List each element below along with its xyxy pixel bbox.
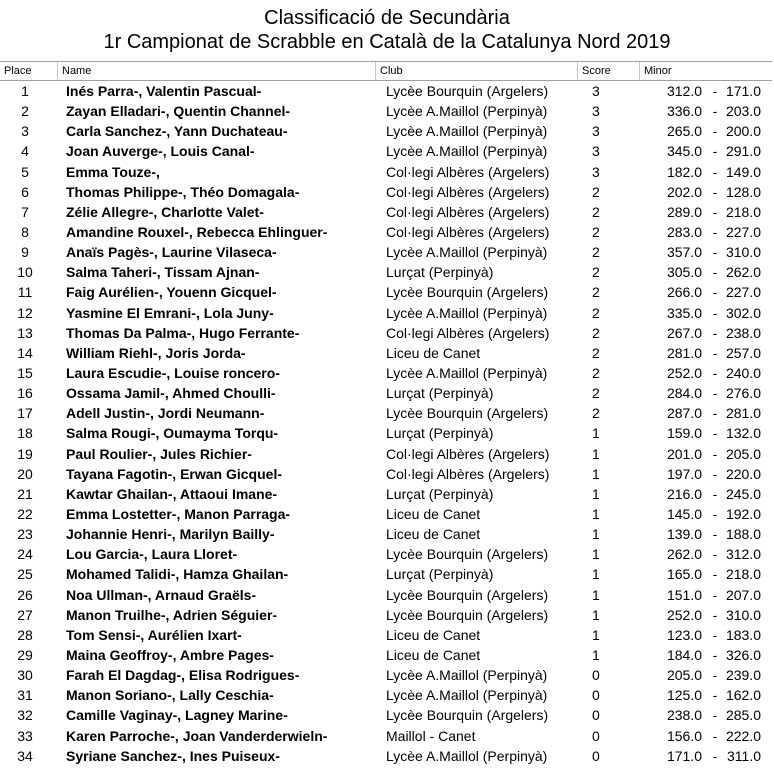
- club-cell: Lycèe A.Maillol (Perpinyà): [386, 103, 548, 120]
- minor-cell: 202.0: [666, 183, 702, 200]
- minor-separator: -: [712, 364, 718, 381]
- score-cell: 2: [592, 344, 600, 361]
- major-cell: 240.0: [725, 364, 761, 381]
- minor-cell: 156.0: [666, 727, 702, 744]
- name-cell: Lou Garcia-, Laura Lloret-: [66, 546, 238, 563]
- minor-separator: -: [712, 183, 718, 200]
- table-row[interactable]: [0, 645, 774, 665]
- minor-separator: -: [712, 103, 718, 120]
- name-cell: Amandine Rouxel-, Rebecca Ehlinguer-: [66, 223, 328, 240]
- score-cell: 0: [592, 747, 600, 764]
- place-cell: 3: [21, 123, 29, 140]
- table-row[interactable]: [0, 141, 774, 161]
- major-cell: 188.0: [725, 526, 761, 543]
- minor-separator: -: [712, 143, 718, 160]
- club-cell: Lycèe A.Maillol (Perpinyà): [386, 687, 548, 704]
- place-cell: 26: [17, 586, 33, 603]
- place-cell: 5: [21, 163, 29, 180]
- minor-separator: -: [712, 244, 718, 261]
- name-cell: Karen Parroche-, Joan Vanderderwieln-: [66, 727, 328, 744]
- name-cell: Camille Vaginay-, Lagney Marine-: [66, 707, 288, 724]
- club-cell: Maillol - Canet: [386, 727, 476, 744]
- minor-cell: 281.0: [666, 344, 702, 361]
- name-cell: Manon Soriano-, Lally Ceschia-: [66, 687, 274, 704]
- place-cell: 9: [21, 244, 29, 261]
- minor-separator: -: [712, 505, 718, 522]
- name-cell: Maina Geoffroy-, Ambre Pages-: [66, 646, 274, 663]
- club-cell: Col·legi Albères (Argelers): [386, 445, 550, 462]
- club-cell: Lycèe Bourquin (Argelers): [386, 707, 549, 724]
- minor-cell: 357.0: [666, 244, 702, 261]
- score-cell: 2: [592, 284, 600, 301]
- name-cell: Salma Rougi-, Oumayma Torqu-: [66, 425, 279, 442]
- name-cell: Emma Lostetter-, Manon Parraga-: [66, 505, 291, 522]
- score-cell: 3: [592, 143, 600, 160]
- place-cell: 15: [17, 364, 33, 381]
- results-table: [0, 81, 774, 766]
- table-row[interactable]: [0, 705, 774, 725]
- name-cell: Ossama Jamil-, Ahmed Choulli-: [66, 385, 276, 402]
- club-cell: Lycèe A.Maillol (Perpinyà): [386, 143, 548, 160]
- score-cell: 0: [592, 707, 600, 724]
- score-cell: 1: [592, 485, 600, 502]
- table-row[interactable]: [0, 282, 774, 302]
- table-row[interactable]: [0, 605, 774, 625]
- minor-separator: -: [712, 606, 718, 623]
- club-cell: Lurçat (Perpinyà): [386, 485, 494, 502]
- minor-separator: -: [712, 304, 718, 321]
- club-cell: Lycèe A.Maillol (Perpinyà): [386, 747, 548, 764]
- table-row[interactable]: [0, 303, 774, 323]
- place-cell: 31: [17, 687, 33, 704]
- club-cell: Liceu de Canet: [386, 505, 481, 522]
- minor-cell: 139.0: [666, 526, 702, 543]
- name-cell: Adell Justin-, Jordi Neumann-: [66, 405, 265, 422]
- table-row[interactable]: [0, 363, 774, 383]
- name-cell: Manon Truilhe-, Adrien Séguier-: [66, 606, 278, 623]
- score-cell: 1: [592, 566, 600, 583]
- name-cell: Anaïs Pagès-, Laurine Vilaseca-: [66, 244, 277, 261]
- column-header-name[interactable]: Name: [58, 62, 376, 80]
- major-cell: 238.0: [725, 324, 761, 341]
- place-cell: 11: [17, 284, 33, 301]
- major-cell: 220.0: [725, 465, 761, 482]
- name-cell: Faig Aurélien-, Youenn Gicquel-: [66, 284, 277, 301]
- column-header-place[interactable]: Place: [0, 62, 58, 80]
- minor-cell: 305.0: [666, 264, 702, 281]
- place-cell: 6: [21, 183, 29, 200]
- major-cell: 310.0: [725, 606, 761, 623]
- minor-cell: 201.0: [666, 445, 702, 462]
- club-cell: Liceu de Canet: [386, 526, 481, 543]
- minor-cell: 145.0: [666, 505, 702, 522]
- place-cell: 14: [17, 344, 33, 361]
- place-cell: 13: [17, 324, 33, 341]
- table-row[interactable]: [0, 202, 774, 222]
- table-row[interactable]: [0, 162, 774, 182]
- name-cell: Tom Sensi-, Aurélien Ixart-: [66, 626, 242, 643]
- minor-separator: -: [712, 646, 718, 663]
- minor-separator: -: [712, 667, 718, 684]
- name-cell: Thomas Philippe-, Théo Domagala-: [66, 183, 300, 200]
- score-cell: 2: [592, 244, 600, 261]
- minor-separator: -: [712, 264, 718, 281]
- major-cell: 227.0: [725, 284, 761, 301]
- table-row[interactable]: [0, 323, 774, 343]
- minor-separator: -: [712, 566, 718, 583]
- major-cell: 312.0: [725, 546, 761, 563]
- minor-separator: -: [712, 747, 718, 764]
- column-header-score[interactable]: Score: [578, 62, 640, 80]
- minor-cell: 252.0: [666, 606, 702, 623]
- name-cell: Joan Auverge-, Louis Canal-: [66, 143, 255, 160]
- minor-cell: 182.0: [666, 163, 702, 180]
- major-cell: 203.0: [725, 103, 761, 120]
- club-cell: Lurçat (Perpinyà): [386, 566, 494, 583]
- minor-cell: 165.0: [666, 566, 702, 583]
- table-row[interactable]: [0, 383, 774, 403]
- minor-cell: 205.0: [666, 667, 702, 684]
- table-row[interactable]: [0, 484, 774, 504]
- place-cell: 25: [17, 566, 33, 583]
- major-cell: 149.0: [725, 163, 761, 180]
- score-cell: 2: [592, 223, 600, 240]
- club-cell: Lycèe A.Maillol (Perpinyà): [386, 667, 548, 684]
- major-cell: 257.0: [725, 344, 761, 361]
- club-cell: Liceu de Canet: [386, 646, 481, 663]
- club-cell: Col·legi Albères (Argelers): [386, 203, 550, 220]
- name-cell: Kawtar Ghailan-, Attaoui Imane-: [66, 485, 278, 502]
- score-cell: 2: [592, 304, 600, 321]
- minor-cell: 336.0: [666, 103, 702, 120]
- major-cell: 326.0: [725, 646, 761, 663]
- major-cell: 239.0: [725, 667, 761, 684]
- major-cell: 183.0: [725, 626, 761, 643]
- place-cell: 4: [21, 143, 29, 160]
- place-cell: 7: [21, 203, 29, 220]
- club-cell: Liceu de Canet: [386, 626, 481, 643]
- major-cell: 192.0: [725, 505, 761, 522]
- major-cell: 276.0: [725, 385, 761, 402]
- score-cell: 3: [592, 103, 600, 120]
- minor-separator: -: [712, 83, 718, 99]
- major-cell: 222.0: [725, 727, 761, 744]
- score-cell: 2: [592, 264, 600, 281]
- minor-cell: 287.0: [666, 405, 702, 422]
- table-row[interactable]: [0, 685, 774, 705]
- name-cell: Noa Ullman-, Arnaud Graëls-: [66, 586, 257, 603]
- table-row[interactable]: [0, 464, 774, 484]
- place-cell: 16: [17, 385, 33, 402]
- minor-separator: -: [712, 385, 718, 402]
- place-cell: 22: [17, 505, 33, 522]
- name-cell: Emma Touze-,: [66, 163, 160, 180]
- club-cell: Lurçat (Perpinyà): [386, 425, 494, 442]
- club-cell: Col·legi Albères (Argelers): [386, 223, 550, 240]
- minor-separator: -: [712, 546, 718, 563]
- major-cell: 262.0: [725, 264, 761, 281]
- minor-separator: -: [712, 324, 718, 341]
- minor-cell: 312.0: [666, 83, 702, 99]
- column-header-minor[interactable]: Minor: [644, 65, 672, 77]
- score-cell: 1: [592, 646, 600, 663]
- table-row[interactable]: [0, 504, 774, 524]
- name-cell: Zélie Allegre-, Charlotte Valet-: [66, 203, 264, 220]
- table-header: [0, 61, 772, 81]
- minor-separator: -: [712, 526, 718, 543]
- name-cell: Salma Taheri-, Tissam Ajnan-: [66, 264, 260, 281]
- name-cell: Thomas Da Palma-, Hugo Ferrante-: [66, 324, 300, 341]
- table-row[interactable]: [0, 625, 774, 645]
- score-cell: 1: [592, 465, 600, 482]
- minor-cell: 252.0: [666, 364, 702, 381]
- score-cell: 1: [592, 586, 600, 603]
- table-row[interactable]: [0, 585, 774, 605]
- minor-separator: -: [712, 344, 718, 361]
- minor-cell: 151.0: [666, 586, 702, 603]
- score-cell: 2: [592, 405, 600, 422]
- major-cell: 171.0: [725, 83, 761, 99]
- name-cell: Farah El Dagdag-, Elisa Rodrigues-: [66, 667, 300, 684]
- place-cell: 30: [17, 667, 33, 684]
- table-row[interactable]: [0, 746, 774, 766]
- club-cell: Lurçat (Perpinyà): [386, 385, 494, 402]
- major-cell: 162.0: [725, 687, 761, 704]
- club-cell: Lycèe Bourquin (Argelers): [386, 284, 549, 301]
- minor-cell: 125.0: [666, 687, 702, 704]
- place-cell: 19: [17, 445, 33, 462]
- table-row[interactable]: [0, 262, 774, 282]
- name-cell: Carla Sanchez-, Yann Duchateau-: [66, 123, 288, 140]
- minor-separator: -: [712, 405, 718, 422]
- minor-separator: -: [712, 586, 718, 603]
- place-cell: 34: [17, 747, 33, 764]
- club-cell: Lurçat (Perpinyà): [386, 264, 494, 281]
- name-cell: Tayana Fagotin-, Erwan Gicquel-: [66, 465, 282, 482]
- club-cell: Col·legi Albères (Argelers): [386, 324, 550, 341]
- place-cell: 18: [17, 425, 33, 442]
- score-cell: 3: [592, 83, 600, 99]
- place-cell: 17: [17, 405, 33, 422]
- place-cell: 12: [17, 304, 33, 321]
- name-cell: Laura Escudie-, Louise roncero-: [66, 364, 280, 381]
- table-row[interactable]: [0, 343, 774, 363]
- major-cell: 200.0: [725, 123, 761, 140]
- table-row[interactable]: [0, 524, 774, 544]
- minor-cell: 171.0: [666, 747, 702, 764]
- score-cell: 1: [592, 425, 600, 442]
- table-row[interactable]: [0, 81, 774, 101]
- name-cell: Yasmine El Emrani-, Lola Juny-: [66, 304, 274, 321]
- score-cell: 2: [592, 324, 600, 341]
- place-cell: 21: [17, 485, 33, 502]
- score-cell: 1: [592, 505, 600, 522]
- minor-separator: -: [712, 425, 718, 442]
- table-row[interactable]: [0, 726, 774, 746]
- name-cell: Mohamed Talidi-, Hamza Ghailan-: [66, 566, 289, 583]
- club-cell: Lycèe Bourquin (Argelers): [386, 586, 549, 603]
- club-cell: Lycèe A.Maillol (Perpinyà): [386, 244, 548, 261]
- major-cell: 128.0: [725, 183, 761, 200]
- minor-cell: 289.0: [666, 203, 702, 220]
- name-cell: Syriane Sanchez-, Ines Puiseux-: [66, 747, 280, 764]
- place-cell: 2: [21, 103, 29, 120]
- minor-cell: 345.0: [666, 143, 702, 160]
- score-cell: 0: [592, 727, 600, 744]
- major-cell: 218.0: [725, 203, 761, 220]
- minor-separator: -: [712, 687, 718, 704]
- place-cell: 20: [17, 465, 33, 482]
- club-cell: Liceu de Canet: [386, 344, 481, 361]
- table-row[interactable]: [0, 423, 774, 443]
- minor-separator: -: [712, 203, 718, 220]
- major-cell: 227.0: [725, 223, 761, 240]
- name-cell: Inés Parra-, Valentin Pascual-: [66, 83, 262, 99]
- minor-cell: 159.0: [666, 425, 702, 442]
- place-cell: 27: [17, 606, 33, 623]
- place-cell: 10: [17, 264, 33, 281]
- table-row[interactable]: [0, 222, 774, 242]
- table-row[interactable]: [0, 182, 774, 202]
- score-cell: 1: [592, 626, 600, 643]
- minor-cell: 216.0: [666, 485, 702, 502]
- place-cell: 8: [21, 223, 29, 240]
- score-cell: 1: [592, 606, 600, 623]
- minor-cell: 265.0: [666, 123, 702, 140]
- minor-cell: 238.0: [666, 707, 702, 724]
- table-row[interactable]: [0, 101, 774, 121]
- minor-cell: 184.0: [666, 646, 702, 663]
- table-row[interactable]: [0, 444, 774, 464]
- place-cell: 23: [17, 526, 33, 543]
- club-cell: Col·legi Albères (Argelers): [386, 163, 550, 180]
- club-cell: Lycèe Bourquin (Argelers): [386, 405, 549, 422]
- minor-cell: 284.0: [666, 385, 702, 402]
- minor-separator: -: [712, 485, 718, 502]
- major-cell: 205.0: [725, 445, 761, 462]
- minor-separator: -: [712, 727, 718, 744]
- major-cell: 207.0: [725, 586, 761, 603]
- name-cell: William Riehl-, Joris Jorda-: [66, 344, 246, 361]
- major-cell: 132.0: [725, 425, 761, 442]
- name-cell: Paul Roulier-, Jules Richier-: [66, 445, 252, 462]
- table-row[interactable]: [0, 121, 774, 141]
- club-cell: Lycèe A.Maillol (Perpinyà): [386, 123, 548, 140]
- place-cell: 29: [17, 646, 33, 663]
- major-cell: 311.0: [727, 747, 761, 764]
- minor-separator: -: [712, 284, 718, 301]
- page-subtitle: 1r Campionat de Scrabble en Català de la Catalunya Nord 2019: [103, 31, 671, 53]
- club-cell: Lycèe Bourquin (Argelers): [386, 606, 549, 623]
- score-cell: 1: [592, 546, 600, 563]
- score-cell: 1: [592, 445, 600, 462]
- place-cell: 28: [17, 626, 33, 643]
- score-cell: 2: [592, 183, 600, 200]
- name-cell: Zayan Elladari-, Quentin Channel-: [66, 103, 291, 120]
- major-cell: 245.0: [725, 485, 761, 502]
- minor-cell: 197.0: [666, 465, 702, 482]
- score-cell: 1: [592, 526, 600, 543]
- score-cell: 3: [592, 163, 600, 180]
- major-cell: 302.0: [725, 304, 761, 321]
- minor-cell: 123.0: [666, 626, 702, 643]
- minor-separator: -: [712, 223, 718, 240]
- club-cell: Lycèe Bourquin (Argelers): [386, 546, 549, 563]
- score-cell: 3: [592, 123, 600, 140]
- place-cell: 1: [21, 83, 29, 99]
- score-cell: 2: [592, 385, 600, 402]
- table-row[interactable]: [0, 564, 774, 584]
- minor-cell: 262.0: [666, 546, 702, 563]
- table-row[interactable]: [0, 665, 774, 685]
- score-cell: 2: [592, 364, 600, 381]
- minor-separator: -: [712, 626, 718, 643]
- minor-separator: -: [712, 163, 718, 180]
- place-cell: 24: [17, 546, 33, 563]
- minor-separator: -: [712, 465, 718, 482]
- place-cell: 32: [17, 707, 33, 724]
- minor-cell: 266.0: [666, 284, 702, 301]
- minor-separator: -: [712, 123, 718, 140]
- score-cell: 2: [592, 203, 600, 220]
- minor-cell: 283.0: [666, 223, 702, 240]
- score-cell: 0: [592, 667, 600, 684]
- minor-cell: 335.0: [666, 304, 702, 321]
- name-cell: Johannie Henri-, Marilyn Bailly-: [66, 526, 275, 543]
- column-header-club[interactable]: Club: [376, 62, 578, 80]
- club-cell: Lycèe A.Maillol (Perpinyà): [386, 364, 548, 381]
- major-cell: 218.0: [725, 566, 761, 583]
- major-cell: 281.0: [725, 405, 761, 422]
- major-cell: 310.0: [725, 244, 761, 261]
- club-cell: Col·legi Albères (Argelers): [386, 465, 550, 482]
- club-cell: Lycèe Bourquin (Argelers): [386, 83, 549, 99]
- table-row[interactable]: [0, 544, 774, 564]
- minor-separator: -: [712, 707, 718, 724]
- major-cell: 291.0: [725, 143, 761, 160]
- minor-cell: 267.0: [666, 324, 702, 341]
- table-row[interactable]: [0, 403, 774, 423]
- club-cell: Col·legi Albères (Argelers): [386, 183, 550, 200]
- page-title: Classificació de Secundària: [264, 7, 510, 29]
- minor-separator: -: [712, 445, 718, 462]
- place-cell: 33: [17, 727, 33, 744]
- score-cell: 0: [592, 687, 600, 704]
- major-cell: 285.0: [725, 707, 761, 724]
- club-cell: Lycèe A.Maillol (Perpinyà): [386, 304, 548, 321]
- table-row[interactable]: [0, 242, 774, 262]
